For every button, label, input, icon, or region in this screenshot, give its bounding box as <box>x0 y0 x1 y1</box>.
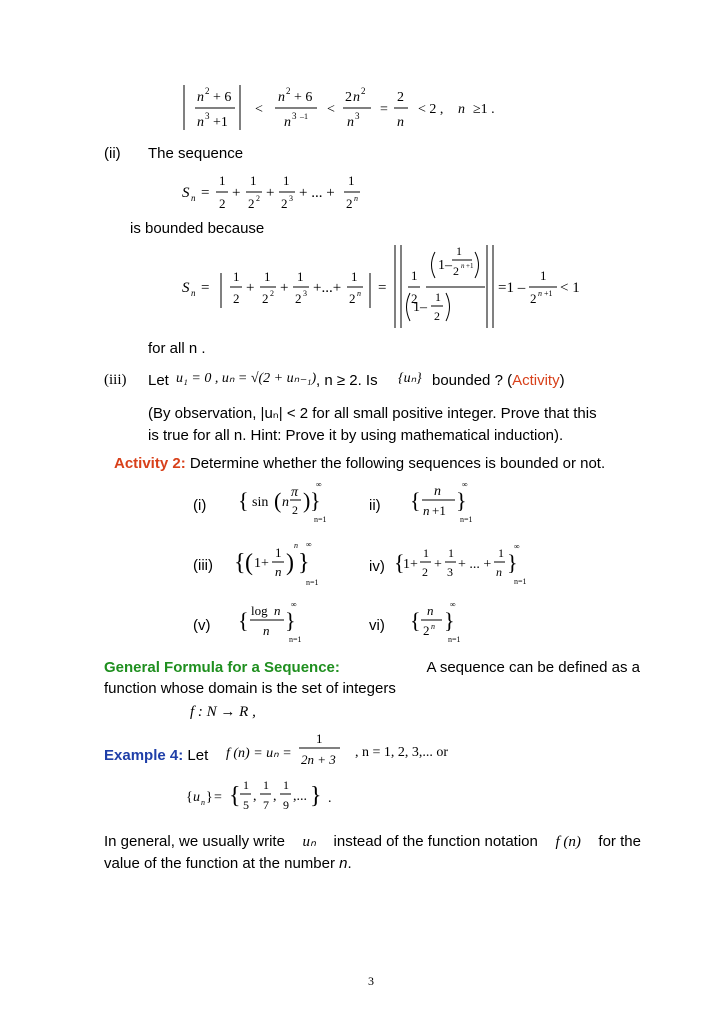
svg-text:log: log <box>251 603 268 618</box>
svg-text:(: ( <box>245 550 253 576</box>
infty-iv: ∞ <box>514 542 520 551</box>
for-all-n: for all n . <box>148 340 206 357</box>
svg-text:n: n <box>434 484 441 499</box>
svg-text:2: 2 <box>295 291 302 306</box>
conclusion-un: uₙ <box>302 834 316 850</box>
svg-text:1: 1 <box>219 173 226 188</box>
infty-i: ∞ <box>316 480 322 489</box>
svg-text:<: < <box>255 102 263 117</box>
expr-i-svg <box>238 478 338 524</box>
svg-text:π: π <box>291 485 299 500</box>
svg-text:+ ... +: + ... + <box>299 185 335 201</box>
example4-fraction <box>296 728 346 774</box>
svg-text:1: 1 <box>456 244 462 258</box>
conclusion-text-c: for the <box>598 833 641 850</box>
expr-v-svg <box>238 598 328 644</box>
svg-text:=: = <box>380 102 388 117</box>
general-formula-map: f : N → R , <box>190 704 256 720</box>
example4-fdef: f (n) = uₙ = <box>226 746 292 761</box>
svg-text:2: 2 <box>411 291 418 306</box>
svg-text:1: 1 <box>351 269 358 284</box>
activity2-item-ii-label: ii) <box>369 497 381 514</box>
top-inequality-svg <box>175 82 515 134</box>
conclusion-text2b: . <box>347 855 352 872</box>
svg-text:1: 1 <box>435 290 441 304</box>
svg-text:–1: –1 <box>300 112 308 121</box>
svg-text:}: } <box>310 488 321 513</box>
general-formula-line-1 <box>104 659 640 676</box>
infty-vi: ∞ <box>450 600 456 609</box>
svg-text:{: { <box>234 550 246 576</box>
activity2-item-v-label: (v) <box>193 617 211 634</box>
svg-text:3: 3 <box>292 111 297 121</box>
svg-text:n: n <box>278 90 285 105</box>
svg-text:{: { <box>238 488 249 513</box>
svg-text:}: } <box>206 790 213 805</box>
svg-text:2: 2 <box>262 291 269 306</box>
svg-text:3: 3 <box>355 111 360 121</box>
sn-formula <box>180 168 380 214</box>
svg-text:1: 1 <box>243 778 249 792</box>
example4-num: 1 <box>316 731 323 746</box>
activity2-header <box>114 455 605 472</box>
svg-text:+1: +1 <box>213 115 228 130</box>
sn-bound-svg <box>180 240 580 330</box>
svg-text:2: 2 <box>286 86 291 96</box>
svg-text:1: 1 <box>540 268 547 283</box>
svg-text:+ ... +: + ... + <box>458 557 492 572</box>
svg-text:3: 3 <box>205 111 210 121</box>
question-text: bounded ? ( <box>432 372 513 389</box>
svg-text:2: 2 <box>349 291 356 306</box>
page-number: 3 <box>368 974 374 988</box>
activity2-item-v-expr <box>238 598 328 644</box>
svg-text:2: 2 <box>422 565 428 579</box>
n1-v: n=1 <box>289 635 302 644</box>
svg-text:}: } <box>456 488 467 513</box>
svg-text:u: u <box>193 790 200 805</box>
svg-text:+1: +1 <box>544 289 553 298</box>
svg-text:n: n <box>282 495 289 510</box>
example4-let: Let <box>187 747 209 764</box>
infty-v: ∞ <box>291 600 297 609</box>
svg-text:n: n <box>431 622 435 631</box>
item-iii-formula: u₁ = 0 , uₙ = √(2 + uₙ₋₁) <box>176 371 317 386</box>
svg-text:2: 2 <box>233 291 240 306</box>
svg-text:1: 1 <box>233 269 240 284</box>
question-close: ) <box>559 372 565 389</box>
item-iii-condition: , n ≥ 2. Is <box>316 372 378 389</box>
svg-text:1: 1 <box>448 546 454 560</box>
svg-text:}: } <box>507 550 518 575</box>
svg-text:2: 2 <box>397 90 404 105</box>
svg-text:+: + <box>232 185 241 201</box>
svg-text:< 2 ,: < 2 , <box>418 102 444 117</box>
svg-text:2: 2 <box>281 196 288 211</box>
expr-ii-svg <box>410 478 490 524</box>
svg-text:1: 1 <box>423 546 429 560</box>
svg-text:.: . <box>328 791 332 806</box>
activity2-item-iii-expr <box>234 538 334 588</box>
svg-text:1: 1 <box>275 545 282 560</box>
conclusion-fn: f (n) <box>555 834 581 850</box>
n1-i: n=1 <box>314 515 327 524</box>
svg-text:3: 3 <box>289 194 293 203</box>
activity2-text: Determine whether the following sequences is bounded or not. <box>189 455 606 472</box>
conclusion-text2a: value of the function at the number <box>104 855 335 872</box>
svg-text:+: + <box>266 185 275 201</box>
svg-text:=: = <box>201 185 210 201</box>
svg-text:n: n <box>353 90 360 105</box>
activity2-item-vi-label: vi) <box>369 617 385 634</box>
svg-text:n: n <box>354 194 358 203</box>
svg-text:+1: +1 <box>466 262 474 270</box>
svg-text:+ 6: + 6 <box>294 90 313 105</box>
svg-text:n: n <box>294 541 298 550</box>
conclusion-text-b: instead of the function notation <box>333 833 538 850</box>
n1-iv: n=1 <box>514 577 527 586</box>
svg-text:n: n <box>347 115 354 130</box>
svg-text:{: { <box>238 608 249 633</box>
svg-text:n: n <box>191 193 196 203</box>
conclusion-line-1 <box>104 832 641 851</box>
svg-text:): ) <box>286 550 294 576</box>
svg-text:,...: ,... <box>293 789 307 804</box>
svg-text:9: 9 <box>283 798 289 812</box>
conclusion-text2n: n <box>339 855 348 872</box>
svg-text:2: 2 <box>205 86 210 96</box>
svg-text:n: n <box>461 262 465 270</box>
example4-title: Example 4: <box>104 747 184 764</box>
svg-text:n: n <box>458 102 465 117</box>
svg-text:{: { <box>410 488 421 513</box>
svg-text:}: } <box>310 783 322 809</box>
svg-text:n: n <box>274 603 281 618</box>
item-iii-set: {uₙ} <box>398 371 422 386</box>
top-inequality <box>175 82 515 134</box>
activity2-title: Activity 2: <box>114 455 186 472</box>
svg-text:5: 5 <box>243 798 249 812</box>
svg-text:n: n <box>423 503 430 518</box>
svg-text:,: , <box>253 789 257 804</box>
svg-text:2: 2 <box>292 503 298 517</box>
n1-vi: n=1 <box>448 635 461 644</box>
item-ii-intro: The sequence <box>148 145 244 162</box>
general-formula-title: General Formula for a Sequence: <box>104 659 340 676</box>
expr-vi-svg <box>410 598 490 644</box>
svg-text:2: 2 <box>530 291 537 306</box>
activity2-item-iii-label: (iii) <box>193 557 213 574</box>
svg-text:1: 1 <box>411 268 418 283</box>
item-iii-label: (iii) <box>104 372 127 388</box>
svg-text:2: 2 <box>361 86 366 96</box>
conclusion-line-2 <box>104 855 352 872</box>
svg-text:n: n <box>427 603 434 618</box>
svg-text:1+: 1+ <box>403 557 418 572</box>
svg-text:1: 1 <box>250 173 257 188</box>
svg-text:(: ( <box>274 488 282 513</box>
svg-text:1+: 1+ <box>254 556 269 571</box>
svg-text:{: { <box>186 790 193 805</box>
svg-text:1: 1 <box>283 778 289 792</box>
infty-iii: ∞ <box>306 540 312 549</box>
observation-line-1: (By observation, |uₙ| < 2 for all small positive integer. Prove that this <box>148 405 597 422</box>
svg-text:+ 6: + 6 <box>213 90 232 105</box>
svg-text:1: 1 <box>264 269 271 284</box>
svg-text:,: , <box>273 789 277 804</box>
svg-text:+: + <box>280 280 289 296</box>
svg-text:n: n <box>275 564 282 579</box>
svg-text:=: = <box>201 280 210 296</box>
svg-text:S: S <box>182 185 190 201</box>
svg-text:+1: +1 <box>432 503 446 518</box>
example4-den: 2n + 3 <box>301 752 336 767</box>
example4-range: , n = 1, 2, 3,... or <box>355 745 449 760</box>
svg-text:<: < <box>327 102 335 117</box>
svg-text:2: 2 <box>256 194 260 203</box>
svg-text:2: 2 <box>434 309 440 323</box>
activity2-item-iv-label: iv) <box>369 558 385 575</box>
svg-text:n: n <box>496 565 502 579</box>
n1-ii: n=1 <box>460 515 473 524</box>
general-formula-text: A sequence can be defined as a <box>426 659 640 676</box>
n1-iii: n=1 <box>306 578 319 587</box>
svg-text:1: 1 <box>283 173 290 188</box>
svg-text:n: n <box>191 288 196 298</box>
conclusion-text-a: In general, we usually write <box>104 833 285 850</box>
svg-text:2: 2 <box>270 289 274 298</box>
svg-text:n: n <box>357 289 361 298</box>
svg-text:n: n <box>538 289 542 298</box>
svg-text:sin: sin <box>252 495 269 510</box>
svg-text:n: n <box>197 115 204 130</box>
svg-text:1: 1 <box>297 269 304 284</box>
activity-link[interactable]: Activity <box>512 372 560 389</box>
general-formula-line-2: function whose domain is the set of integers <box>104 680 396 697</box>
svg-text:< 1: < 1 <box>560 280 580 296</box>
activity2-item-vi-expr <box>410 598 490 644</box>
svg-text:+: + <box>434 557 442 572</box>
svg-text:n: n <box>263 623 270 638</box>
svg-text:≥1 .: ≥1 . <box>473 102 495 117</box>
example4-set <box>186 772 346 818</box>
svg-text:2: 2 <box>345 90 352 105</box>
svg-text:1–: 1– <box>413 300 427 315</box>
svg-text:=: = <box>378 280 387 296</box>
svg-text:}: } <box>444 608 455 633</box>
svg-text:{: { <box>394 550 405 575</box>
svg-text:+...+: +...+ <box>313 280 342 296</box>
activity2-item-i-expr <box>238 478 338 524</box>
observation-line-2: is true for all n. Hint: Prove it by using mathematical induction). <box>148 427 564 444</box>
item-iii-let: Let <box>148 372 169 389</box>
svg-text:3: 3 <box>447 565 453 579</box>
activity2-item-ii-expr <box>410 478 490 524</box>
svg-text:7: 7 <box>263 798 269 812</box>
svg-text:1: 1 <box>263 778 269 792</box>
activity2-item-i-label: (i) <box>193 497 207 514</box>
svg-text:2: 2 <box>453 264 459 278</box>
svg-text:2: 2 <box>219 196 226 211</box>
svg-text:): ) <box>303 488 311 513</box>
expr-iv-svg <box>394 540 544 586</box>
svg-text:+: + <box>246 280 255 296</box>
svg-text:1–: 1– <box>438 258 452 273</box>
svg-text:n: n <box>197 90 204 105</box>
bounded-because: is bounded because <box>130 220 265 237</box>
svg-text:}: } <box>298 550 310 576</box>
sn-formula-svg <box>180 168 380 214</box>
svg-text:n: n <box>201 798 205 807</box>
infty-ii: ∞ <box>462 480 468 489</box>
svg-text:1: 1 <box>498 546 504 560</box>
svg-text:2: 2 <box>346 196 353 211</box>
example4-fraction-svg <box>296 728 346 774</box>
svg-text:3: 3 <box>303 289 307 298</box>
item-ii-label: (ii) <box>104 145 121 162</box>
svg-text:2: 2 <box>248 196 255 211</box>
svg-text:{: { <box>229 783 241 809</box>
activity2-item-iv-expr <box>394 540 544 586</box>
svg-text:1: 1 <box>348 173 355 188</box>
example4-title-row <box>104 747 208 764</box>
sn-bound-formula <box>180 240 580 330</box>
svg-text:=1 –: =1 – <box>498 280 526 296</box>
expr-iii-svg <box>234 538 334 588</box>
example4-set-svg <box>186 772 346 818</box>
svg-text:S: S <box>182 280 190 296</box>
svg-text:2: 2 <box>423 623 430 638</box>
svg-text:{: { <box>410 608 421 633</box>
svg-text:}: } <box>285 608 296 633</box>
svg-text:n: n <box>397 115 404 130</box>
svg-text:n: n <box>284 115 291 130</box>
svg-text:=: = <box>214 790 222 805</box>
item-iii-question <box>432 372 565 389</box>
